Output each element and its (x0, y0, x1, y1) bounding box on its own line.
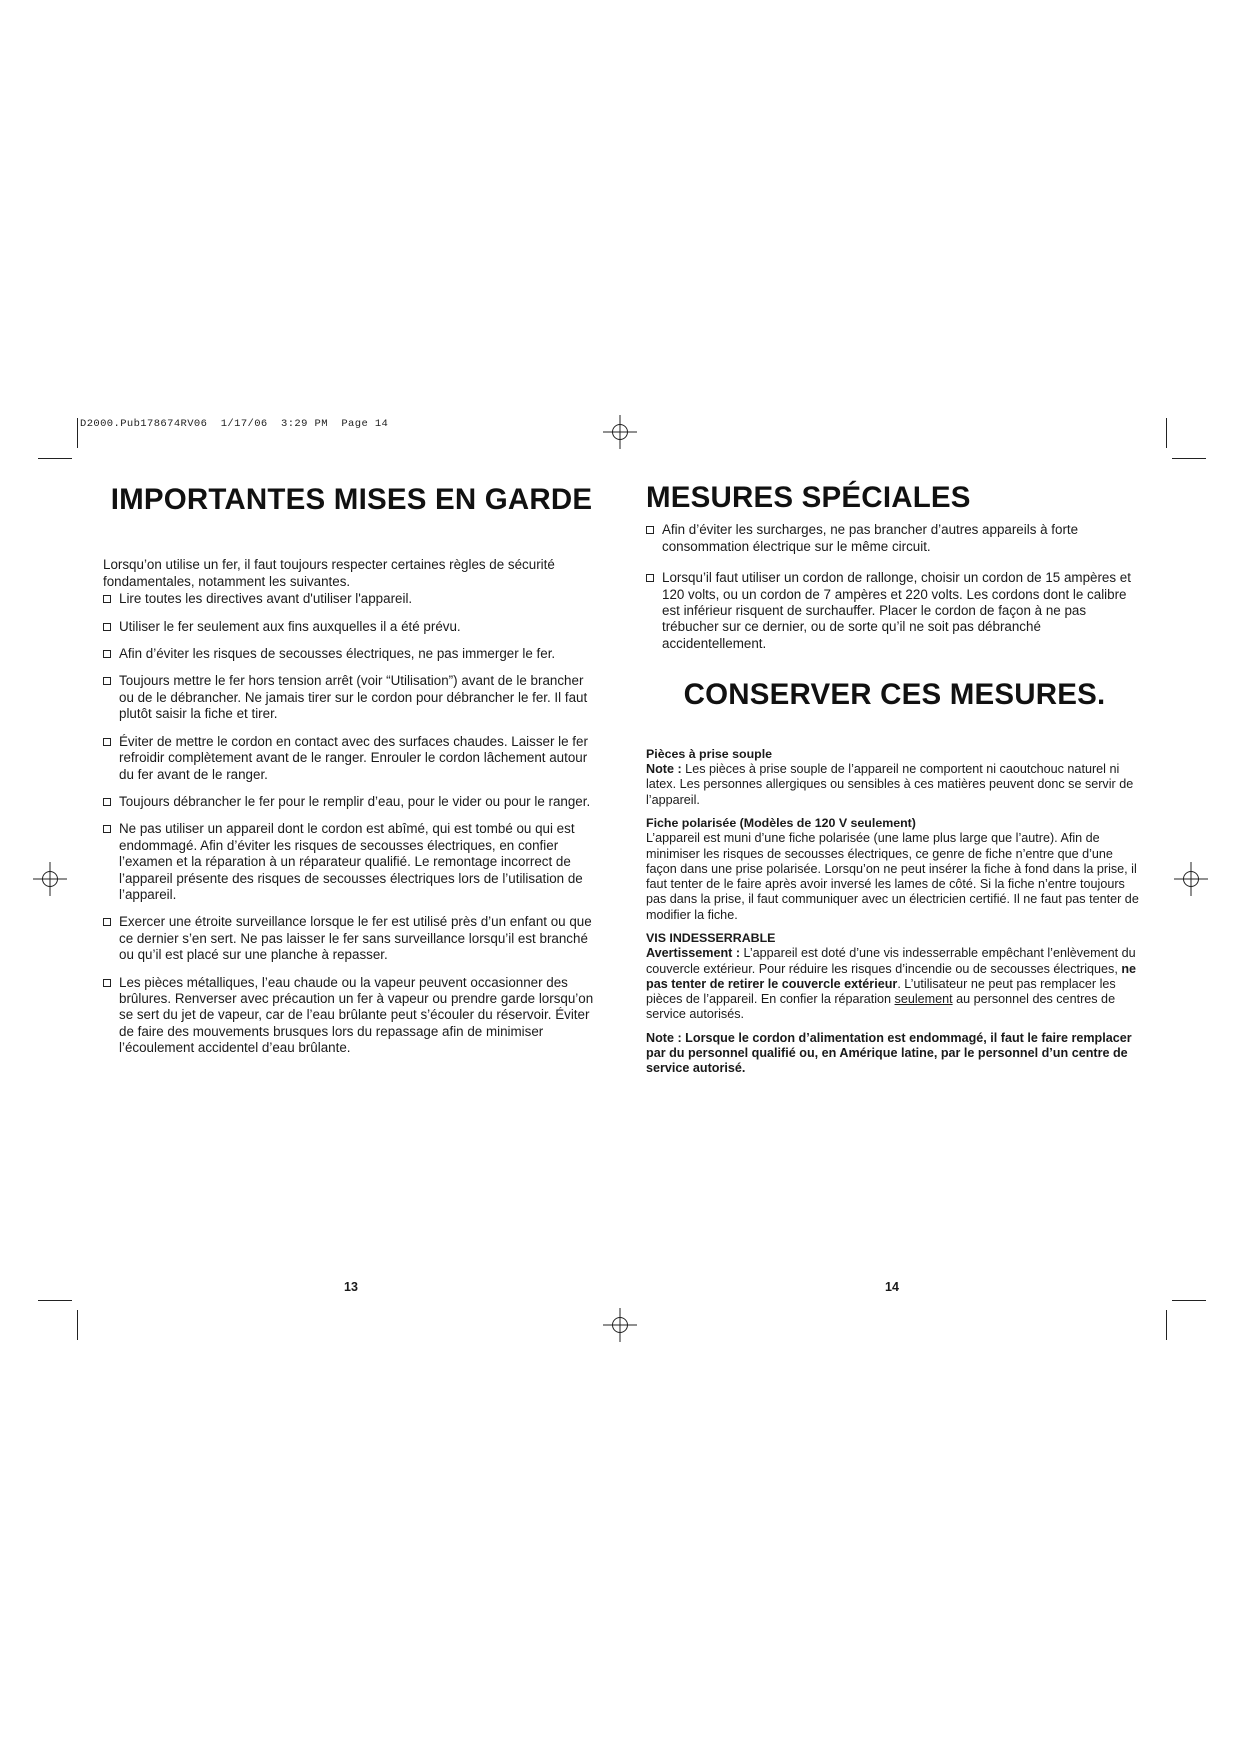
checkbox-bullet-icon (103, 979, 111, 987)
crop-mark (1172, 458, 1206, 459)
page-number-right: 14 (885, 1280, 899, 1294)
left-page (103, 480, 600, 1068)
conserver-heading: CONSERVER CES MESURES. (683, 678, 1106, 712)
section-title: VIS INDESSERRABLE (646, 930, 776, 945)
final-note: Note : Lorsque le cordon d’alimentation est endommagé, il faut le faire remplacer par du personnel qualifié ou, en Amérique latine, par le personnel d’un centre de service autorisé. (646, 1030, 1132, 1076)
registration-mark-icon (603, 415, 637, 449)
list-item: Afin d’éviter les surcharges, ne pas brancher d’autres appareils à forte consommation électrique sur le même circuit. (646, 522, 1143, 555)
right-page-title: MESURES SPÉCIALES (646, 481, 971, 514)
registration-mark-icon (33, 862, 67, 896)
page-number-left: 13 (344, 1280, 358, 1294)
section-text: Avertissement : L’appareil est doté d’une vis indesserrable empêchant l’enlèvement du couvercle extérieur. Pour réduire les risques d’incendie ou de secousses électriques, ne pas tenter de retirer le couvercle extérieur. L’utilisateur ne peut pas remplacer les pièces de l’appareil. En confier la réparation seulement au personnel des centres de service autorisés. (646, 946, 1137, 1022)
print-slug: D2000.Pub178674RV06 1/17/06 3:29 PM Page 14 (80, 418, 389, 430)
list-item: Lire toutes les directives avant d'utiliser l'appareil. (103, 591, 600, 607)
right-page (646, 480, 1143, 1085)
crop-mark (38, 458, 72, 459)
list-item: Toujours mettre le fer hors tension arrêt (voir “Utilisation”) avant de le brancher ou de le débrancher. Ne jamais tirer sur le cordon pour débrancher le fer. Il faut plutôt saisir la fiche et tirer. (103, 673, 600, 722)
checkbox-bullet-icon (103, 738, 111, 746)
checkbox-bullet-icon (646, 574, 654, 582)
checkbox-bullet-icon (103, 918, 111, 926)
list-item: Les pièces métalliques, l’eau chaude ou la vapeur peuvent occasionner des brûlures. Renverser avec précaution un fer à vapeur ou prendre garde lorsqu’on se sert du jet de vapeur, car de l’eau brûlante peut s’écouler du réservoir. Éviter de faire des mouvements brusques lors du repassage afin de minimiser l’écoulement accidentel d’eau brûlante. (103, 975, 600, 1057)
checkbox-bullet-icon (103, 825, 111, 833)
checkbox-bullet-icon (646, 526, 654, 534)
section-pieces (646, 747, 1143, 808)
checkbox-bullet-icon (103, 677, 111, 685)
section-fiche (646, 816, 1143, 923)
list-item: Utiliser le fer seulement aux fins auxquelles il a été prévu. (103, 619, 600, 635)
list-item: Exercer une étroite surveillance lorsque le fer est utilisé près d’un enfant ou que ce dernier s’en sert. Ne pas laisser le fer sans surveillance lorsqu’il est branché ou qu’il est placé sur une planche à repasser. (103, 914, 600, 963)
section-text: Note : Les pièces à prise souple de l’appareil ne comportent ni caoutchouc naturel ni latex. Les personnes allergiques ou sensibles à ces matières peuvent donc se servir de l’appareil. (646, 762, 1134, 807)
section-text: L’appareil est muni d’une fiche polarisée (une lame plus large que l’autre). Afin de minimiser les risques de secousses électriques, ce genre de fiche n’entre que d’une façon dans une prise polarisée. Lorsqu’on ne peut insérer la fiche à fond dans la prise, il faut tenter de le faire après avoir inversé les lames de côté. Si la fiche n’entre toujours pas dans la prise, il faut communiquer avec un électricien certifié. Il ne faut pas tenter de modifier la fiche. (646, 831, 1139, 922)
checkbox-bullet-icon (103, 623, 111, 631)
registration-mark-icon (603, 1308, 637, 1342)
crop-mark (1166, 1310, 1167, 1340)
crop-mark (1166, 418, 1167, 448)
checkbox-bullet-icon (103, 595, 111, 603)
checkbox-bullet-icon (103, 650, 111, 658)
list-item: Afin d’éviter les risques de secousses électriques, ne pas immerger le fer. (103, 646, 600, 662)
section-final-note (646, 1031, 1143, 1077)
list-item: Toujours débrancher le fer pour le remplir d’eau, pour le vider ou pour le ranger. (103, 794, 600, 810)
list-item: Ne pas utiliser un appareil dont le cordon est abîmé, qui est tombé ou qui est endommagé. Afin d’éviter les risques de secousses électriques, en confier l’examen et la réparation à un réparateur qualifié. Le remontage incorrect de l’appareil présente des risques de secousses électriques lors de l’utilisation de l’appareil. (103, 821, 600, 903)
list-item: Éviter de mettre le cordon en contact avec des surfaces chaudes. Laisser le fer refroidir complètement avant de le ranger. Enrouler le cordon lâchement autour du fer avant de le ranger. (103, 734, 600, 783)
checkbox-bullet-icon (103, 798, 111, 806)
intro-paragraph: Lorsqu’on utilise un fer, il faut toujours respecter certaines règles de sécurité fondamentales, notamment les suivantes. (103, 557, 555, 589)
registration-mark-icon (1174, 862, 1208, 896)
left-page-title: IMPORTANTES MISES EN GARDE (110, 483, 593, 516)
crop-mark (77, 418, 78, 448)
section-vis (646, 931, 1143, 1023)
section-title: Fiche polarisée (Modèles de 120 V seulement) (646, 815, 916, 830)
section-title: Pièces à prise souple (646, 746, 773, 761)
crop-mark (38, 1300, 72, 1301)
crop-mark (1172, 1300, 1206, 1301)
crop-mark (77, 1310, 78, 1340)
list-item: Lorsqu’il faut utiliser un cordon de rallonge, choisir un cordon de 15 ampères et 120 volts, ou un cordon de 7 ampères et 220 volts. Les cordons dont le calibre est inférieur risquent de surchauffer. Placer le cordon de façon à ne pas trébucher sur ce dernier, ou de sorte qu’il ne soit pas débranché accidentellement. (646, 570, 1143, 652)
